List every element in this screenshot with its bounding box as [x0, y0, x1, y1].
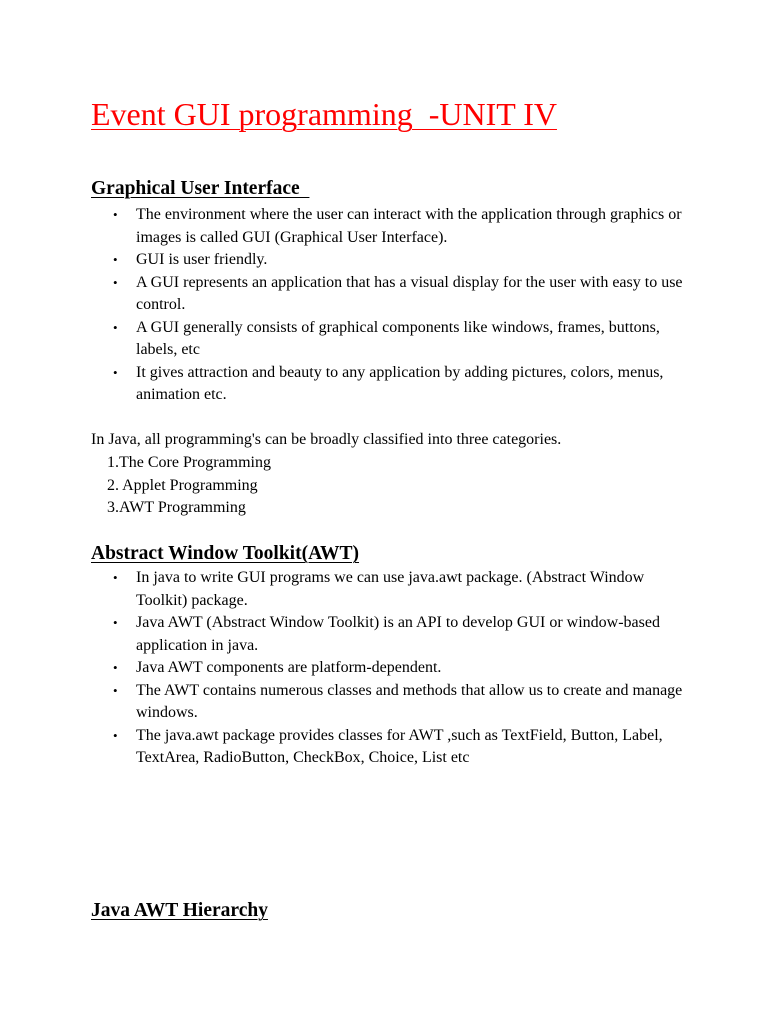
bullet-icon: • [113, 615, 118, 630]
list-item-text: It gives attraction and beauty to any application by adding pictures, colors, menus, animation etc. [136, 363, 664, 403]
list-item-text: The AWT contains numerous classes and methods that allow us to create and manage windows. [136, 681, 683, 721]
list-item [91, 362, 691, 407]
classification-item: 3.AWT Programming [107, 499, 246, 516]
list-item [91, 657, 691, 680]
bullet-icon: • [113, 252, 118, 267]
list-item-text: The environment where the user can interact with the application through graphics or images is called GUI (Graphical User Interface). [136, 206, 682, 246]
list-item [91, 567, 691, 612]
bullet-icon: • [113, 682, 118, 698]
bullet-icon: • [113, 727, 118, 743]
bullet-icon: • [113, 274, 118, 290]
bullet-icon: • [113, 570, 118, 585]
classification-item: 1.The Core Programming [107, 454, 271, 471]
list-item-text: Java AWT (Abstract Window Toolkit) is an API to develop GUI or window-based application in java. [136, 614, 660, 654]
classification-item: 2. Applet Programming [107, 476, 258, 494]
list-item [91, 612, 691, 657]
list-item [91, 725, 691, 770]
list-item-text: A GUI generally consists of graphical components like windows, frames, buttons, labels, etc [136, 318, 660, 358]
awt-bullet-list [91, 567, 691, 770]
list-item [91, 317, 691, 362]
list-item [91, 680, 691, 725]
list-item [91, 204, 691, 249]
classification-list [107, 452, 271, 520]
bullet-icon: • [113, 207, 118, 222]
list-item-text: In java to write GUI programs we can use java.awt package. (Abstract Window Toolkit) package. [136, 569, 645, 609]
list-item-text: The java.awt package provides classes for AWT ,such as TextField, Button, Label, TextArea, RadioButton, CheckBox, Choice, List etc [136, 726, 663, 766]
awt-section-heading: Abstract Window Toolkit(AWT) [91, 543, 360, 564]
list-item-text: A GUI represents an application that has a visual display for the user with easy to use control. [136, 273, 683, 313]
document-title: Event GUI programming -UNIT IV [91, 96, 557, 132]
gui-section-heading: Graphical User Interface [91, 178, 310, 199]
list-item [91, 272, 691, 317]
bullet-icon: • [113, 660, 118, 675]
classification-intro: In Java, all programming's can be broadly classified into three categories. [91, 431, 562, 448]
list-item [91, 249, 691, 272]
gui-bullet-list [91, 204, 691, 407]
hierarchy-section-heading: Java AWT Hierarchy [91, 900, 268, 921]
bullet-icon: • [113, 364, 118, 380]
list-item-text: GUI is user friendly. [136, 251, 268, 268]
bullet-icon: • [113, 319, 118, 335]
list-item-text: Java AWT components are platform-dependent. [136, 659, 442, 676]
